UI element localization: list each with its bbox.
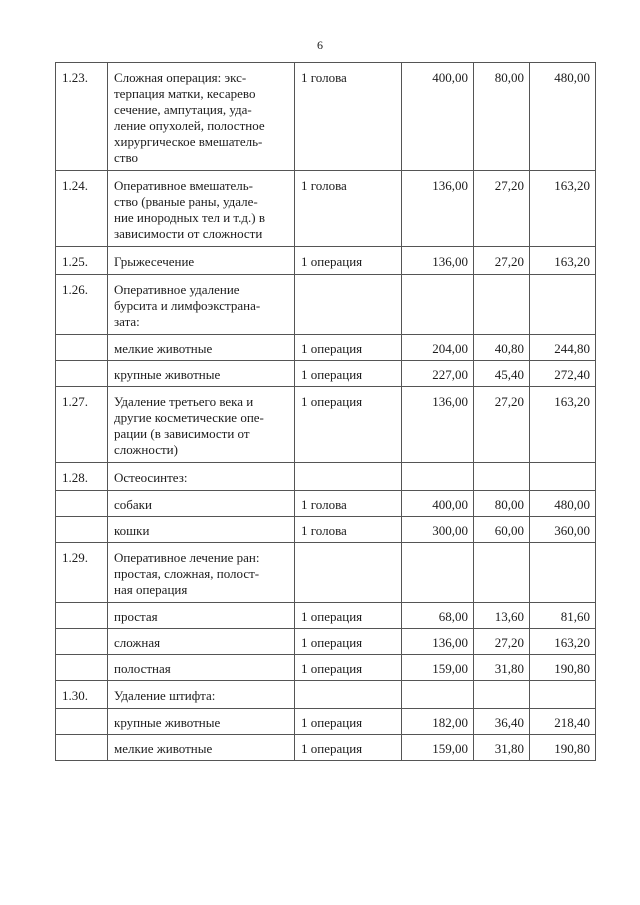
table-row [56,709,596,735]
price-with-vat: 480,00 [530,63,596,171]
table-row [56,491,596,517]
unit-of-measure: 1 голова [295,171,402,247]
unit-of-measure: 1 операция [295,603,402,629]
item-number: 1.30. [56,681,108,709]
price-without-vat [402,463,474,491]
item-number: 1.29. [56,543,108,603]
vat-amount: 27,20 [474,171,530,247]
service-name: Оперативное лечение ран: простая, сложная, полост- ная операция [108,543,295,603]
item-number: 1.25. [56,247,108,275]
vat-amount [474,681,530,709]
item-number [56,361,108,387]
vat-amount [474,463,530,491]
service-name: крупные животные [108,709,295,735]
table-row [56,603,596,629]
unit-of-measure: 1 голова [295,517,402,543]
price-without-vat: 182,00 [402,709,474,735]
service-name: Удаление третьего века и другие косметические опе- рации (в зависимости от сложности) [108,387,295,463]
price-with-vat: 360,00 [530,517,596,543]
unit-of-measure: 1 голова [295,63,402,171]
price-with-vat [530,463,596,491]
item-number: 1.28. [56,463,108,491]
table-row [56,735,596,761]
table-row [56,463,596,491]
service-name: Грыжесечение [108,247,295,275]
unit-of-measure: 1 голова [295,491,402,517]
vat-amount: 27,20 [474,387,530,463]
table-row [56,247,596,275]
vat-amount [474,275,530,335]
service-name: Сложная операция: экс- терпация матки, кесарево сечение, ампутация, уда- ление опухолей, полостное хирургическое вмешатель- ство [108,63,295,171]
price-without-vat: 400,00 [402,491,474,517]
unit-of-measure [295,275,402,335]
price-with-vat: 272,40 [530,361,596,387]
table-row [56,517,596,543]
table-row [56,387,596,463]
price-with-vat [530,275,596,335]
price-without-vat: 136,00 [402,247,474,275]
table-row [56,361,596,387]
price-with-vat: 190,80 [530,735,596,761]
table-row [56,655,596,681]
price-with-vat: 163,20 [530,387,596,463]
service-name: мелкие животные [108,335,295,361]
table-row [56,629,596,655]
vat-amount: 80,00 [474,491,530,517]
item-number [56,491,108,517]
vat-amount: 40,80 [474,335,530,361]
price-without-vat [402,681,474,709]
page-number: 6 [317,38,323,52]
price-without-vat: 68,00 [402,603,474,629]
price-without-vat [402,543,474,603]
service-name: сложная [108,629,295,655]
price-without-vat: 300,00 [402,517,474,543]
price-with-vat [530,681,596,709]
unit-of-measure [295,463,402,491]
vat-amount: 31,80 [474,735,530,761]
item-number [56,629,108,655]
unit-of-measure: 1 операция [295,655,402,681]
price-with-vat: 163,20 [530,171,596,247]
item-number [56,709,108,735]
price-with-vat: 190,80 [530,655,596,681]
item-number: 1.26. [56,275,108,335]
item-number [56,655,108,681]
vat-amount: 45,40 [474,361,530,387]
vat-amount: 27,20 [474,247,530,275]
item-number [56,735,108,761]
price-without-vat: 227,00 [402,361,474,387]
unit-of-measure: 1 операция [295,629,402,655]
service-name: Оперативное удаление бурсита и лимфоэкстрана- зата: [108,275,295,335]
item-number: 1.27. [56,387,108,463]
unit-of-measure [295,681,402,709]
price-without-vat: 136,00 [402,629,474,655]
service-name: Оперативное вмешатель- ство (рваные раны, удале- ние инородных тел и т.д.) в зависимости от сложности [108,171,295,247]
unit-of-measure: 1 операция [295,735,402,761]
service-name: крупные животные [108,361,295,387]
unit-of-measure: 1 операция [295,709,402,735]
unit-of-measure [295,543,402,603]
price-without-vat [402,275,474,335]
table-row [56,681,596,709]
vat-amount: 80,00 [474,63,530,171]
item-number: 1.23. [56,63,108,171]
table-row [56,171,596,247]
unit-of-measure: 1 операция [295,361,402,387]
item-number [56,603,108,629]
service-name: полостная [108,655,295,681]
service-name: собаки [108,491,295,517]
price-with-vat [530,543,596,603]
price-without-vat: 159,00 [402,655,474,681]
price-with-vat: 163,20 [530,629,596,655]
table-row [56,543,596,603]
vat-amount: 27,20 [474,629,530,655]
table-row [56,275,596,335]
service-name: простая [108,603,295,629]
price-with-vat: 81,60 [530,603,596,629]
price-table [55,62,596,761]
price-without-vat: 136,00 [402,171,474,247]
vat-amount: 13,60 [474,603,530,629]
price-with-vat: 480,00 [530,491,596,517]
unit-of-measure: 1 операция [295,335,402,361]
service-name: Остеосинтез: [108,463,295,491]
price-without-vat: 400,00 [402,63,474,171]
price-without-vat: 136,00 [402,387,474,463]
vat-amount: 36,40 [474,709,530,735]
service-name: Удаление штифта: [108,681,295,709]
price-table-body [56,63,596,761]
vat-amount: 31,80 [474,655,530,681]
price-without-vat: 204,00 [402,335,474,361]
price-without-vat: 159,00 [402,735,474,761]
item-number [56,517,108,543]
vat-amount [474,543,530,603]
table-row [56,63,596,171]
service-name: кошки [108,517,295,543]
item-number: 1.24. [56,171,108,247]
service-name: мелкие животные [108,735,295,761]
item-number [56,335,108,361]
vat-amount: 60,00 [474,517,530,543]
unit-of-measure: 1 операция [295,387,402,463]
price-with-vat: 218,40 [530,709,596,735]
price-with-vat: 163,20 [530,247,596,275]
price-with-vat: 244,80 [530,335,596,361]
unit-of-measure: 1 операция [295,247,402,275]
table-row [56,335,596,361]
